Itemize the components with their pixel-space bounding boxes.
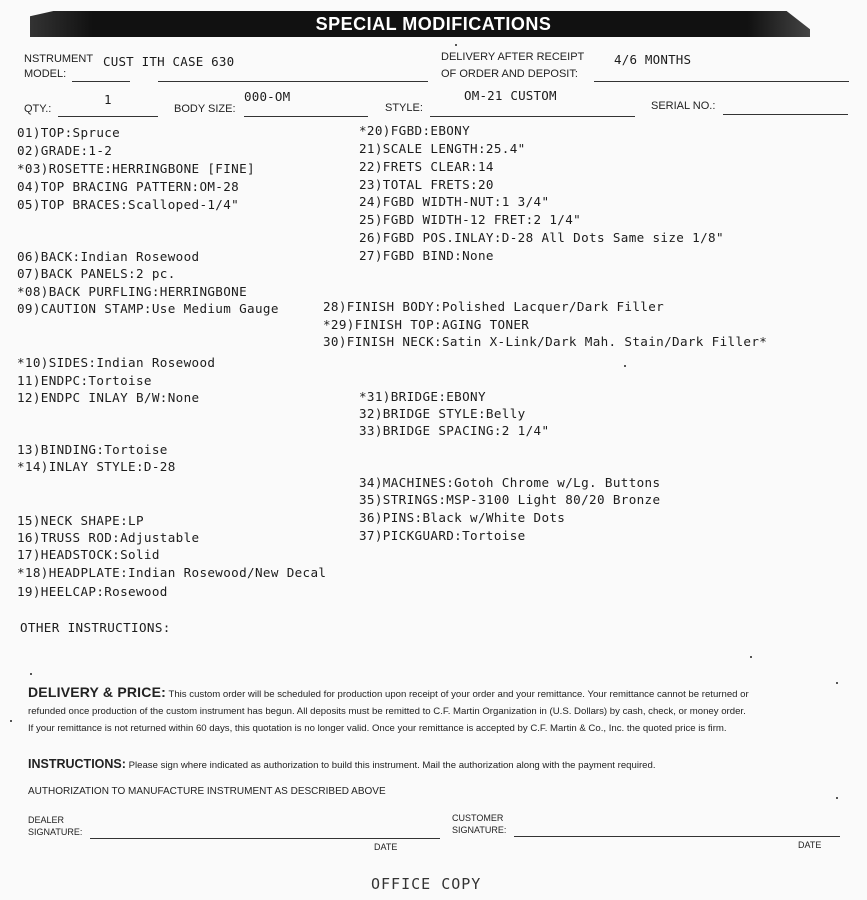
- customer-signature-label: SIGNATURE:: [452, 825, 507, 835]
- office-copy-footer: OFFICE COPY: [371, 875, 482, 893]
- instrument-label: NSTRUMENT: [24, 53, 94, 65]
- scan-speck: [30, 673, 32, 675]
- dealer-signature-label: SIGNATURE:: [28, 827, 83, 837]
- spec-04-top-bracing: 04)TOP BRACING PATTERN:OM-28: [17, 179, 240, 194]
- customer-date-label: DATE: [798, 840, 822, 850]
- spec-13-binding: 13)BINDING:Tortoise: [17, 442, 168, 457]
- spec-08-back-purfling: *08)BACK PURFLING:HERRINGBONE: [17, 284, 248, 299]
- spec-14-inlay-style: *14)INLAY STYLE:D-28: [17, 459, 176, 474]
- page-title: SPECIAL MODIFICATIONS: [315, 14, 552, 34]
- delivery-label-2: OF ORDER AND DEPOSIT:: [441, 68, 578, 80]
- dealer-label: DEALER: [28, 815, 65, 825]
- authorization-statement: AUTHORIZATION TO MANUFACTURE INSTRUMENT AS DESCRIBED ABOVE: [28, 786, 386, 797]
- spec-34-machines: 34)MACHINES:Gotoh Chrome w/Lg. Buttons: [359, 475, 661, 490]
- delivery-underline: [594, 81, 849, 82]
- delivery-price-heading: DELIVERY & PRICE:: [28, 684, 166, 700]
- scan-speck: [750, 656, 752, 658]
- body-size-label: BODY SIZE:: [174, 103, 236, 115]
- style-underline: [430, 116, 635, 117]
- style-label: STYLE:: [385, 102, 423, 114]
- customer-signature-line[interactable]: [514, 836, 840, 837]
- spec-36-pins: 36)PINS:Black w/White Dots: [359, 510, 566, 525]
- spec-02-grade: 02)GRADE:1-2: [17, 143, 113, 158]
- body-size-underline: [244, 116, 368, 117]
- scan-speck: [624, 365, 626, 367]
- spec-24-fgbd-width-nut: 24)FGBD WIDTH-NUT:1 3/4": [359, 194, 550, 209]
- serial-label: SERIAL NO.:: [651, 100, 716, 112]
- spec-16-truss-rod: 16)TRUSS ROD:Adjustable: [17, 530, 200, 545]
- spec-22-frets-clear: 22)FRETS CLEAR:14: [359, 159, 494, 174]
- spec-09-caution-stamp: 09)CAUTION STAMP:Use Medium Gauge: [17, 301, 279, 316]
- spec-32-bridge-style: 32)BRIDGE STYLE:Belly: [359, 406, 526, 421]
- qty-label: QTY.:: [24, 103, 52, 115]
- scan-speck: [455, 44, 457, 46]
- spec-23-total-frets: 23)TOTAL FRETS:20: [359, 177, 494, 192]
- spec-21-scale-length: 21)SCALE LENGTH:25.4": [359, 141, 526, 156]
- spec-26-fgbd-pos-inlay: 26)FGBD POS.INLAY:D-28 All Dots Same size 1/8": [359, 230, 724, 245]
- spec-30-finish-neck: 30)FINISH NECK:Satin X-Link/Dark Mah. Stain/Dark Filler*: [323, 334, 768, 349]
- model-underline-1: [72, 81, 130, 82]
- spec-20-fgbd: *20)FGBD:EBONY: [359, 123, 471, 138]
- instrument-model-value: CUST ITH CASE 630: [103, 54, 235, 69]
- spec-15-neck-shape: 15)NECK SHAPE:LP: [17, 513, 144, 528]
- scan-speck: [836, 682, 838, 684]
- delivery-price-line-1: This custom order will be scheduled for production upon receipt of your order and your remittance. Your remittance cannot be returned or: [168, 689, 749, 700]
- delivery-price-paragraph: [28, 684, 840, 737]
- spec-05-top-braces: 05)TOP BRACES:Scalloped-1/4": [17, 197, 240, 212]
- scan-speck: [836, 797, 838, 799]
- spec-33-bridge-spacing: 33)BRIDGE SPACING:2 1/4": [359, 423, 550, 438]
- delivery-price-line-2: refunded once production of the custom instrument has begun. All deposits must be remitted to C.F. Martin Organization in (U.S. Dollars) by cash, check, or money order.: [28, 706, 746, 717]
- spec-10-sides: *10)SIDES:Indian Rosewood: [17, 355, 216, 370]
- delivery-value: 4/6 MONTHS: [614, 52, 692, 67]
- dealer-date-label: DATE: [374, 842, 398, 852]
- delivery-price-line-3: If your remittance is not returned within 60 days, this quotation is no longer valid. Once your remittance is accepted by C.F. Martin & Co., Inc. the quoted price is firm.: [28, 723, 727, 734]
- model-underline-2: [158, 81, 428, 82]
- dealer-signature-line[interactable]: [90, 838, 440, 839]
- spec-18-headplate: *18)HEADPLATE:Indian Rosewood/New Decal: [17, 565, 327, 580]
- instructions-text: Please sign where indicated as authorization to build this instrument. Mail the authorization along with the payment required.: [128, 760, 656, 771]
- spec-19-heelcap: 19)HEELCAP:Rosewood: [17, 584, 168, 599]
- qty-value: 1: [104, 92, 112, 107]
- spec-17-headstock: 17)HEADSTOCK:Solid: [17, 547, 160, 562]
- customer-label: CUSTOMER: [452, 813, 504, 823]
- spec-27-fgbd-bind: 27)FGBD BIND:None: [359, 248, 494, 263]
- spec-06-back: 06)BACK:Indian Rosewood: [17, 249, 200, 264]
- spec-12-endpc-inlay: 12)ENDPC INLAY B/W:None: [17, 390, 200, 405]
- spec-03-rosette: *03)ROSETTE:HERRINGBONE [FINE]: [17, 161, 255, 176]
- model-label: MODEL:: [24, 68, 67, 80]
- qty-underline: [58, 116, 158, 117]
- instructions-paragraph: [28, 756, 840, 774]
- serial-underline: [723, 114, 848, 115]
- body-size-value: 000-OM: [244, 89, 291, 104]
- spec-28-finish-body: 28)FINISH BODY:Polished Lacquer/Dark Filler: [323, 299, 665, 314]
- spec-11-endpc: 11)ENDPC:Tortoise: [17, 373, 152, 388]
- other-instructions-label: OTHER INSTRUCTIONS:: [20, 620, 171, 635]
- spec-29-finish-top: *29)FINISH TOP:AGING TONER: [323, 317, 530, 332]
- scan-speck: [10, 720, 12, 722]
- spec-07-back-panels: 07)BACK PANELS:2 pc.: [17, 266, 176, 281]
- instructions-heading: INSTRUCTIONS:: [28, 757, 126, 771]
- delivery-label-1: DELIVERY AFTER RECEIPT: [441, 51, 585, 63]
- spec-31-bridge: *31)BRIDGE:EBONY: [359, 389, 486, 404]
- spec-01-top: 01)TOP:Spruce: [17, 125, 121, 140]
- spec-25-fgbd-width-12: 25)FGBD WIDTH-12 FRET:2 1/4": [359, 212, 582, 227]
- style-value: OM-21 CUSTOM: [464, 88, 557, 103]
- spec-37-pickguard: 37)PICKGUARD:Tortoise: [359, 528, 526, 543]
- spec-35-strings: 35)STRINGS:MSP-3100 Light 80/20 Bronze: [359, 492, 661, 507]
